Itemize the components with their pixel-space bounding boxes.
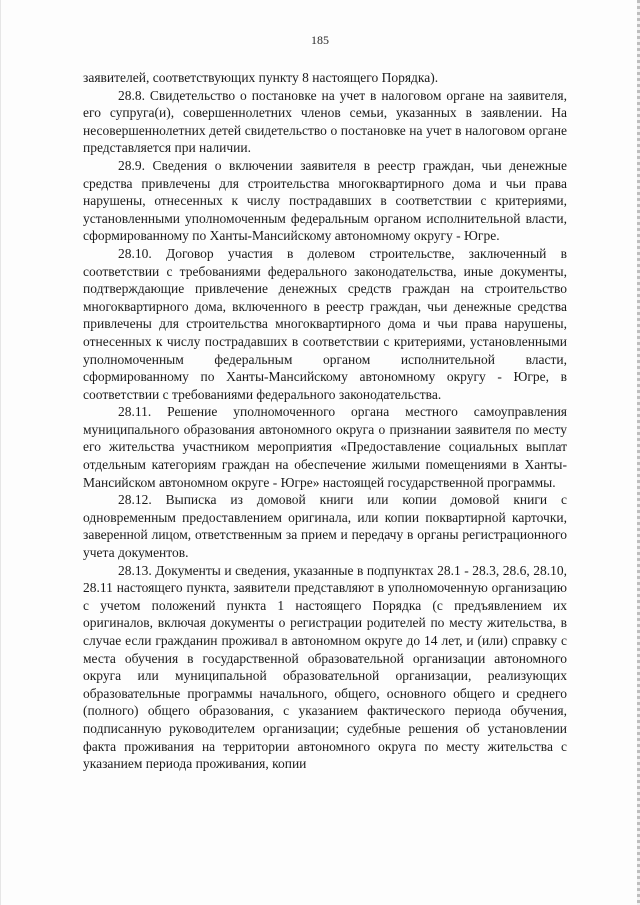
paragraph-28-10: 28.10. Договор участия в долевом строительстве, заключенный в соответствии с требованиями федерального законодательства, иные документы, подтверждающие привлечение денежных средств граждан на строительство многоквартирного дома, включенного в реестр граждан, чьи денежные средства привлечены для строительства многоквартирного дома и чьи права нарушены, отнесенных к числу пострадавших в соответствии с критериями, установленными уполномоченным федеральным органом исполнительной власти, сформированному по Ханты-Мансийскому автономному округу - Югре, в соответствии с требованиями федерального законодательства. bbox=[83, 245, 567, 402]
paragraph-28-8: 28.8. Свидетельство о постановке на учет в налоговом органе на заявителя, его супруга(и), совершеннолетних членов семьи, указанных в заявлении. На несовершеннолетних детей свидетельство о постановке на учет в налоговом органе представляется при наличии. bbox=[83, 87, 567, 156]
scan-edge-left bbox=[0, 0, 1, 905]
paragraph-28-9: 28.9. Сведения о включении заявителя в реестр граждан, чьи денежные средства привлечены для строительства многоквартирного дома и чьи права нарушены, отнесенных к числу пострадавших в соответствии с критериями, установленными уполномоченным федеральным органом исполнительной власти, сформированному по Ханты-Мансийскому автономному округу - Югре. bbox=[83, 157, 567, 244]
paragraph-28-12: 28.12. Выписка из домовой книги или копии домовой книги с одновременным предоставлением оригинала, или копии поквартирной карточки, заверенной лицом, ответственным за прием и передачу в органы регистрационного учета документов. bbox=[83, 492, 567, 561]
paragraph-28-11: 28.11. Решение уполномоченного органа местного самоуправления муниципального образования автономного округа о признании заявителя по месту его жительства участником мероприятия «Предоставление социальных выплат отдельным категориям граждан на обеспечение жилыми помещениями в Ханты-Мансийском автономном округе - Югре» настоящей государственной программы. bbox=[83, 404, 567, 490]
paragraph-continuation: заявителей, соответствующих пункту 8 настоящего Порядка). bbox=[83, 70, 439, 85]
paragraph-28-13: 28.13. Документы и сведения, указанные в подпунктах 28.1 - 28.3, 28.6, 28.10, 28.11 настоящего пункта, заявители представляют в уполномоченную организацию с учетом положений пункта 1 настоящего Порядка (с предъявлением их оригиналов, включая документы о регистрации родителей по месту жительства, в случае если гражданин проживал в автономном округе до 14 лет, и (или) справку с места обучения в государственной образовательной организации автономного округа или муниципальной образовательной организации, реализующих образовательные программы начального, общего, основного общего и среднего (полного) общего образования, с указанием фактического периода обучения, подписанную руководителем организации; судебные решения об установлении факта проживания на территории автономного округа по месту жительства с указанием периода проживания, копии bbox=[83, 562, 567, 772]
document-body bbox=[83, 69, 567, 773]
page-number: 185 bbox=[311, 33, 329, 47]
